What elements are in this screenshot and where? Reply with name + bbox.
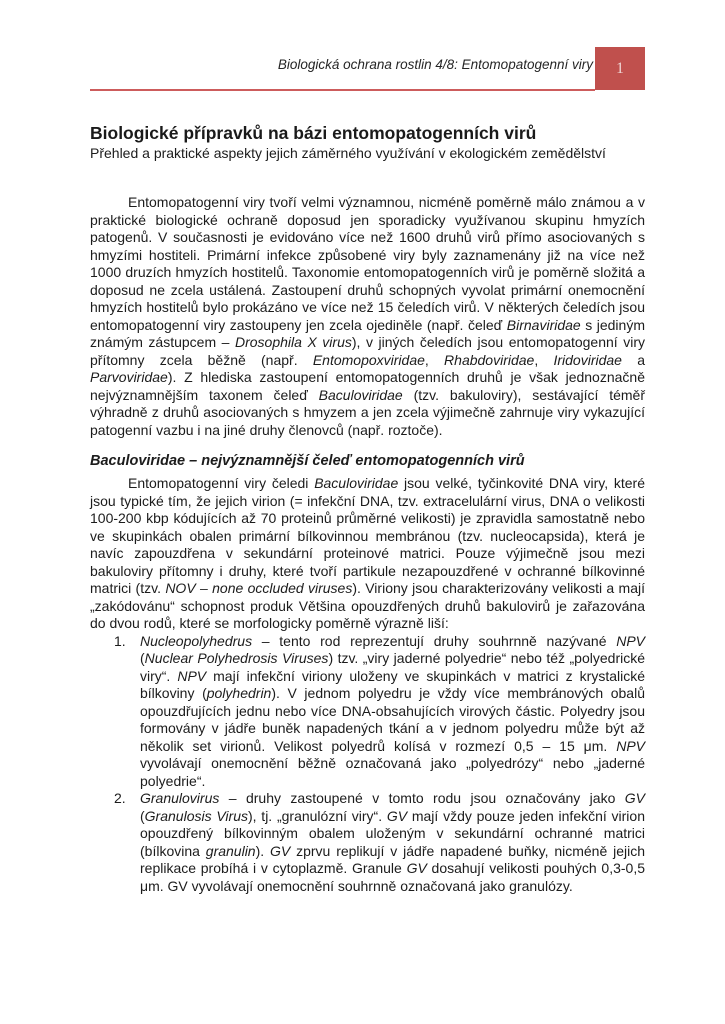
list-item xyxy=(90,633,645,791)
numbered-list xyxy=(90,633,645,896)
text-run: zprvu replikují v jádře napadené buňky, nicméně jejich replikace probíhá i v cytoplazmě. Granule xyxy=(140,842,645,876)
list-item-text xyxy=(140,633,645,791)
page-number-badge xyxy=(595,47,645,90)
italic-run: Baculoviridae xyxy=(318,386,403,403)
document-body xyxy=(90,194,645,895)
text-run: ). Z hlediska zastoupení entomopatogenních druhů je však jednoznačně nejvýznamnějším taxonem čeleď xyxy=(90,369,645,403)
italic-run: Iridoviridae xyxy=(553,351,622,368)
text-run: – druhy zastoupené v tomto rodu jsou označovány jako xyxy=(219,790,625,806)
italic-run: Parvoviridae xyxy=(90,369,168,385)
text-run: ( xyxy=(140,650,145,666)
italic-run: Granulosis Virus xyxy=(144,807,248,824)
text-run: ( xyxy=(140,807,145,824)
text-run: , xyxy=(534,351,554,368)
list-item-number: 2. xyxy=(114,790,126,806)
italic-run: Nucleopolyhedrus xyxy=(140,632,253,649)
text-run: vyvolávají onemocnění běžně označovaná jako „polyedrózy“ nebo „jaderné polyedrie“. xyxy=(140,755,645,789)
italic-run: GV xyxy=(624,790,645,806)
text-run: – tento rod reprezentují druhy souhrnně nazývané xyxy=(252,632,617,649)
document-content xyxy=(90,123,645,895)
list-item-text xyxy=(140,790,645,895)
italic-run: Rhabdoviridae xyxy=(444,351,535,368)
document-title: Biologické přípravků na bázi entomopatogenních virů xyxy=(90,123,537,143)
list-item xyxy=(90,790,645,895)
italic-run: GV xyxy=(270,842,291,859)
italic-run: GV xyxy=(386,807,408,824)
document-subtitle: Přehled a praktické aspekty jejich záměrného využívání v ekologickém zemědělství xyxy=(90,145,606,161)
text-run: ), v jiných čeledích jsou entomopatogenní viry přítomny zcela běžně (např. xyxy=(90,334,645,368)
text-run: Baculoviridae – nejvýznamnější čeleď entomopatogenních virů xyxy=(90,453,525,469)
italic-run: NPV xyxy=(177,667,207,684)
text-run: Entomopatogenní viry tvoří velmi významnou, nicméně poměrně málo známou a v praktické biologické ochraně doposud jen sporadicky využívanou skupinu hmyzích patogenů. V současnosti je evidováno více než 1600 druhů virů přímo asociovaných s hmyzími hostiteli. Primární infekce způsobené viry byly zaznamenány již na více než 1000 druzích hmyzích hostitelů. Taxonomie entomopatogenních virů je poměrně složitá a doposud ne zcela ustálená. Zastoupení druhů schopných vyvolat primární onemocnění hmyzích hostitelů bylo prokázáno ve více než 15 čeledích virů. V některých čeledích jsou entomopatogenní viry zastoupeny jen zcela ojediněle (např. čeleď xyxy=(90,194,645,333)
text-run: mají infekční viriony uloženy ve skupinkách v matrici z krystalické bílkoviny ( xyxy=(140,667,646,701)
running-title: Biologická ochrana rostlin 4/8: Entomopatogenní viry xyxy=(277,57,593,72)
italic-run: NOV – none occluded viruses xyxy=(165,580,353,596)
paragraph xyxy=(90,475,645,633)
text-run: Entomopatogenní viry čeledi xyxy=(128,475,315,491)
text-run: , xyxy=(424,351,445,368)
header-rule xyxy=(90,89,595,91)
text-run: dosahují velikosti pouhých 0,3-0,5 μm. GV vyvolávají onemocnění souhrnně označovaná jako granulózy. xyxy=(140,860,645,894)
text-run: (tzv. bakuloviry), sestávající téměř výhradně z druhů asociovaných s hmyzem a jen zcela výjimečně zahrnuje viry vykazující patogenní vazbu i na jiné druhy členovců (např. roztoče). xyxy=(90,386,646,438)
text-run: ). xyxy=(255,842,271,859)
italic-run: granulin xyxy=(205,842,256,859)
text-run: jsou velké, tyčinkovité DNA viry, které jsou typické tím, že jejich virion (= infekční DNA, tzv. extracelulární virus, DNA o velikosti 100-200 kbp kódujících až 70 proteinů průměrné velikosti) je zpravidla samostatně nebo ve skupinkách obalen primární bílkovinnou membránou (tzv. nucleocapsida), která je navíc zapouzdřena v sekundární proteinové matrici. Pouze výjimečně jsou mezi bakuloviry přítomny i druhy, které tvoří partikule nezapouzdřené v ochranné bílkovinné matrici (tzv. xyxy=(90,475,645,596)
text-run: a xyxy=(621,351,645,368)
italic-run: Entomopoxviridae xyxy=(312,351,425,368)
italic-run: Granulovirus xyxy=(140,790,220,806)
italic-run: Drosophila X virus xyxy=(234,334,352,350)
text-run: mají vždy pouze jeden infekční virion opouzdřený bílkovinným obalem uloženým v sekundární ochranné matrici (bílkovina xyxy=(140,807,645,859)
text-run: ). Viriony jsou charakterizovány velikosti a mají „zakódovánu“ schopnost produk Většina opouzdřených druhů bakulovirů je zařazována do dvou rodů, které se morfologicky poměrně výrazně liší: xyxy=(90,580,645,631)
italic-run: Birnaviridae xyxy=(506,316,581,333)
italic-run: Baculoviridae xyxy=(314,475,399,491)
paragraph xyxy=(90,194,645,439)
italic-run: NPV xyxy=(616,737,645,754)
text-run: ), tj. „granulózní viry“. xyxy=(248,807,387,824)
italic-run: GV xyxy=(406,860,427,876)
text-run: s jediným známým zástupcem – xyxy=(90,316,645,350)
list-item-number: 1. xyxy=(114,632,126,649)
italic-run: polyhedrin xyxy=(206,685,272,701)
italic-run: NPV xyxy=(616,632,645,649)
section-heading xyxy=(90,452,645,470)
text-run: ). V jednom polyedru je vždy více membránových obalů opouzdřujících jednu nebo více DNA-obsahujících virových částic. Polyedry jsou formovány v jádře buněk napadených tkání a v jednom polyedru může být až několik set virionů. Velikost polyedrů kolísá v rozmezí 0,5 – 15 μm. xyxy=(140,685,645,754)
italic-run: Nuclear Polyhedrosis Viruses xyxy=(144,650,329,666)
page-number: 1 xyxy=(616,59,624,77)
text-run: ) tzv. „viry jaderné polyedrie“ nebo též „polyedrické viry“. xyxy=(140,650,645,684)
